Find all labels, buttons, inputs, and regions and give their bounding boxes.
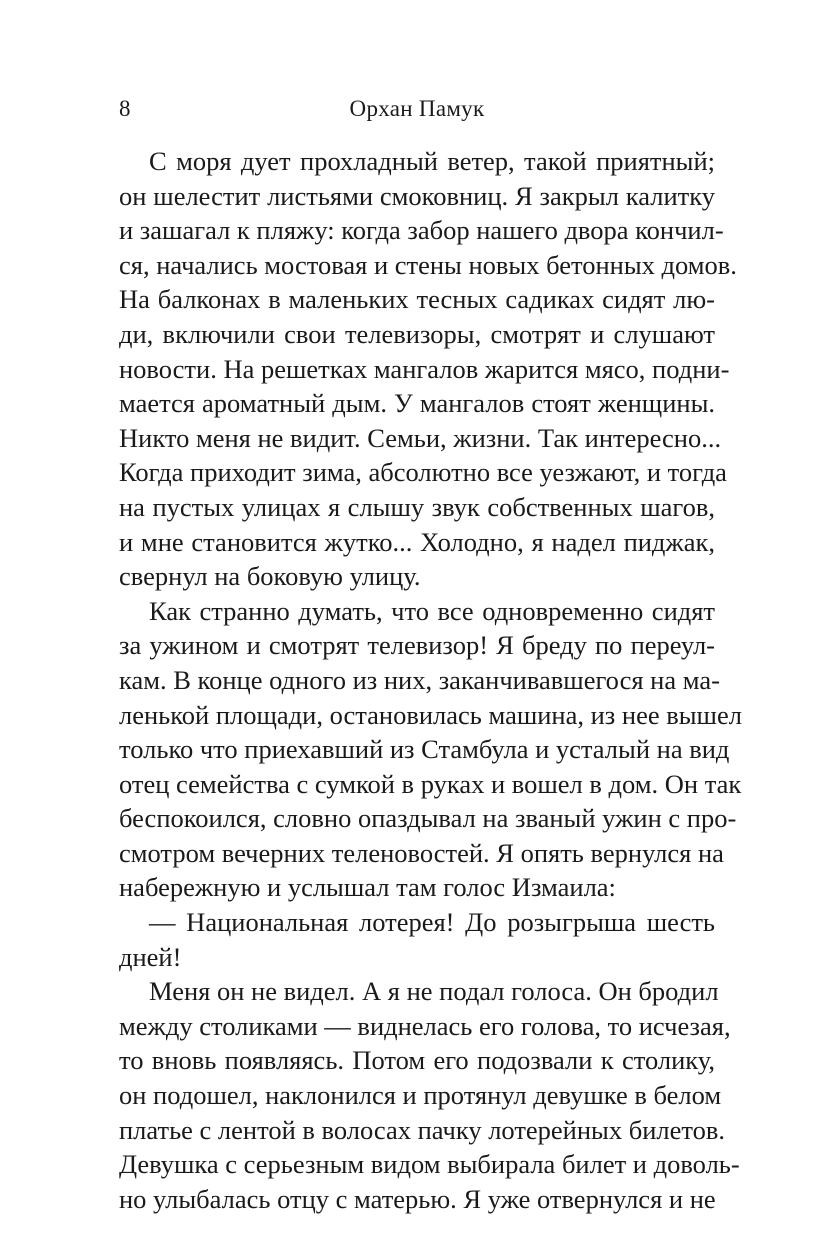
text-line: ся, начались мостовая и стены новых бетонных домов. <box>119 249 737 280</box>
text-line: набережную и услышал там голос Измаила: <box>119 872 616 903</box>
text-line: Как странно думать, что все одновременно сидят <box>149 595 715 626</box>
text-line: С моря дует прохладный ветер, такой приятный; <box>149 146 715 176</box>
text-line: за ужином и смотрят телевизор! Я бреду по переул- <box>119 630 715 661</box>
text-line: беспокоился, словно опаздывал на званый ужин с про- <box>119 803 737 834</box>
text-line: Меня он не видел. А я не подал голоса. Он бродил <box>149 976 719 1007</box>
page-number: 8 <box>119 96 131 121</box>
text-line: мается ароматный дым. У мангалов стоят женщины. <box>119 388 715 419</box>
text-line: Никто меня не видит. Семьи, жизни. Так интересно... <box>119 422 722 453</box>
text-line: и зашагал к пляжу: когда забор нашего двора кончил- <box>119 215 724 246</box>
text-line: платье с лентой в волосах пачку лотерейных билетов. <box>119 1114 725 1145</box>
text-line: Когда приходит зима, абсолютно все уезжают, и тогда <box>119 457 727 488</box>
text-line: свернул на боковую улицу. <box>119 561 421 592</box>
text-line: Девушка с серьезным видом выбирала билет и доволь- <box>119 1149 740 1180</box>
text-line: отец семейства с сумкой в руках и вошел в дом. Он так <box>119 768 742 799</box>
text-line: между столиками — виднелась его голова, то исчезая, <box>119 1010 731 1041</box>
text-line: и мне становится жутко... Холодно, я надел пиджак, <box>119 526 715 557</box>
text-line: он подошел, наклонился и протянул девушке в белом <box>119 1080 722 1111</box>
text-line: только что приехавший из Стамбула и усталый на вид <box>119 734 730 765</box>
text-line: дней! <box>119 941 182 972</box>
text-line: На балконах в маленьких тесных садиках сидят лю- <box>119 284 715 315</box>
text-line: кам. В конце одного из них, заканчивавшегося на ма- <box>119 664 720 695</box>
page-header <box>119 94 715 124</box>
running-title: Орхан Памук <box>349 96 485 121</box>
text-line: на пустых улицах я слышу звук собственных шагов, <box>119 491 715 522</box>
body-text <box>119 144 742 1216</box>
text-line: он шелестит листьями смоковниц. Я закрыл калитку <box>119 180 715 211</box>
text-line: но улыбалась отцу с матерью. Я уже отвернулся и не <box>119 1183 716 1214</box>
text-line: — Национальная лотерея! До розыгрыша шесть <box>149 907 715 938</box>
text-line: то вновь появляясь. Потом его подозвали к столику, <box>119 1045 715 1076</box>
text-line: ди, включили свои телевизоры, смотрят и слушают <box>119 318 715 349</box>
text-line: новости. На решетках мангалов жарится мясо, подни- <box>119 353 730 384</box>
text-line: ленькой площади, остановилась машина, из нее вышел <box>119 699 742 730</box>
text-line: смотром вечерних теленовостей. Я опять вернулся на <box>119 837 724 868</box>
